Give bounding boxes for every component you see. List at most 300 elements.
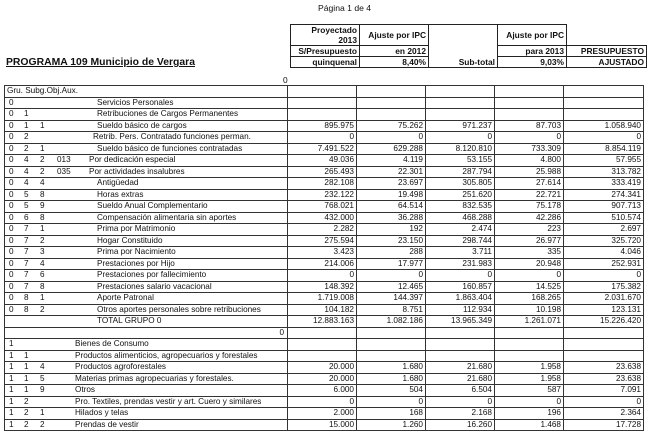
subgroup-code: 8 <box>24 293 29 302</box>
adjusted-budget-cell <box>564 109 644 121</box>
row-description: Prestaciones por Hijo <box>97 258 175 268</box>
adjusted-budget-cell: 4.046 <box>564 247 644 259</box>
subtotal-cell: 6.504 <box>426 385 495 397</box>
label-cell <box>5 109 288 121</box>
ipc-adjust-2012-cell: 288 <box>357 247 426 259</box>
object-code: 4 <box>40 178 45 187</box>
label-cell <box>5 178 288 190</box>
object-code: 2 <box>40 419 45 429</box>
ipc-adjust-2013-cell: 1.958 <box>495 373 564 385</box>
group-code: 0 <box>9 201 14 210</box>
label-cell <box>5 224 288 236</box>
header-cell <box>429 25 498 46</box>
projected-2013-cell: 104.182 <box>288 304 357 316</box>
projected-2013-cell <box>288 327 357 339</box>
subgroup-code: 1 <box>24 385 29 394</box>
ipc-adjust-2012-cell: 17.977 <box>357 258 426 270</box>
subgroup-code: 4 <box>24 178 29 187</box>
header-cell: quinquenal <box>291 57 360 68</box>
row-description: Materias primas agropecuarias y forestales. <box>75 373 234 383</box>
ipc-adjust-2013-cell: 26.977 <box>495 235 564 247</box>
label-cell <box>5 143 288 155</box>
adjusted-budget-cell: 333.419 <box>564 178 644 190</box>
subtotal-cell: 0 <box>426 132 495 144</box>
subgroup-code: 1 <box>24 120 29 130</box>
ipc-adjust-2013-cell <box>495 339 564 351</box>
subtotal-cell: 298.744 <box>426 235 495 247</box>
adjusted-budget-cell: 15.226.420 <box>564 316 644 328</box>
label-cell <box>5 373 288 385</box>
object-code: 1 <box>40 224 45 233</box>
aux-code: 013 <box>57 155 71 164</box>
row-description: Por actividades insalubres <box>89 166 185 176</box>
subtotal-cell <box>426 327 495 339</box>
row-description: Prestaciones por fallecimiento <box>97 270 207 279</box>
table-row <box>5 316 644 328</box>
subtotal-cell: 1.863.404 <box>426 293 495 305</box>
subtotal-cell: 2.474 <box>426 224 495 236</box>
ipc-adjust-2012-cell: 0 <box>357 396 426 408</box>
projected-2013-cell: 20.000 <box>288 373 357 385</box>
projected-2013-cell: 1.719.008 <box>288 293 357 305</box>
projected-2013-cell: 20.000 <box>288 362 357 374</box>
row-description: Bienes de Consumo <box>75 339 149 348</box>
ipc-adjust-2012-cell: 64.514 <box>357 201 426 213</box>
subtotal-cell: 8.120.810 <box>426 143 495 155</box>
label-cell <box>5 281 288 293</box>
row-description: Antigüedad <box>97 178 139 187</box>
header-cell: Proyectado 2013 <box>291 25 360 46</box>
table-row <box>5 109 644 121</box>
group-code: 0 <box>9 224 14 233</box>
table-row <box>5 339 644 351</box>
group-code: 1 <box>9 396 14 406</box>
ipc-adjust-2013-cell: 168.265 <box>495 293 564 305</box>
subgroup-code: 2 <box>24 408 29 417</box>
subgroup-code: 7 <box>24 281 29 291</box>
ipc-adjust-2013-cell: 733.309 <box>495 143 564 155</box>
subgroup-code: 4 <box>24 155 29 164</box>
adjusted-budget-cell: 0 <box>564 270 644 282</box>
table-row <box>5 327 644 339</box>
ipc-adjust-2012-cell: 4.119 <box>357 155 426 167</box>
label-cell <box>5 247 288 259</box>
header-cell: 9,03% <box>498 57 567 68</box>
row-description: Aporte Patronal <box>97 293 154 302</box>
adjusted-budget-cell: 0 <box>564 132 644 144</box>
ipc-adjust-2013-cell: 25.988 <box>495 166 564 178</box>
table-row <box>5 293 644 305</box>
subtotal-cell <box>426 350 495 362</box>
ipc-adjust-2012-cell: 144.397 <box>357 293 426 305</box>
budget-table <box>4 85 644 431</box>
row-description: Sueldo básico de funciones contratadas <box>97 143 243 153</box>
group-code: 0 <box>9 189 14 199</box>
object-code: 8 <box>40 212 45 222</box>
projected-2013-cell: 895.975 <box>288 120 357 132</box>
subtotal-cell: 21.680 <box>426 373 495 385</box>
label-cell <box>5 419 288 431</box>
group-code: 1 <box>9 339 14 348</box>
ipc-adjust-2013-cell: 1.958 <box>495 362 564 374</box>
subgroup-code: 4 <box>24 166 29 176</box>
ipc-adjust-2013-cell: 1.261.071 <box>495 316 564 328</box>
ipc-adjust-2013-cell: 0 <box>495 270 564 282</box>
object-code: 4 <box>40 362 45 371</box>
adjusted-budget-cell: 510.574 <box>564 212 644 224</box>
subgroup-code: 7 <box>24 224 29 233</box>
top-marker: 0 <box>283 75 288 85</box>
object-code: 6 <box>40 270 45 279</box>
adjusted-budget-cell: 274.341 <box>564 189 644 201</box>
subgroup-code: 6 <box>24 212 29 222</box>
group-code: 0 <box>9 258 14 268</box>
subtotal-cell: 305.805 <box>426 178 495 190</box>
row-description: Retrib. Pers. Contratado funciones perman. <box>93 132 251 141</box>
table-row <box>5 304 644 316</box>
header-cell: Ajuste por IPC <box>498 25 567 46</box>
row-description: Hogar Constituido <box>97 235 163 245</box>
table-row <box>5 189 644 201</box>
projected-2013-cell <box>288 97 357 109</box>
subgroup-code: 2 <box>24 143 29 153</box>
subtotal-cell: 160.857 <box>426 281 495 293</box>
group-code: 1 <box>9 408 14 417</box>
object-code: 9 <box>40 201 45 210</box>
projected-2013-cell: 275.594 <box>288 235 357 247</box>
object-code: 1 <box>40 293 45 302</box>
row-description: Por dedicación especial <box>89 155 176 164</box>
ipc-adjust-2013-cell: 22.721 <box>495 189 564 201</box>
subtotal-cell: 468.288 <box>426 212 495 224</box>
label-cell <box>5 212 288 224</box>
ipc-adjust-2012-cell: 8.751 <box>357 304 426 316</box>
subtotal-cell: 53.155 <box>426 155 495 167</box>
projected-2013-cell: 2.000 <box>288 408 357 420</box>
object-code: 5 <box>40 373 45 383</box>
table-row <box>5 373 644 385</box>
header-cell: para 2013 <box>498 46 567 57</box>
adjusted-budget-cell: 0 <box>564 396 644 408</box>
group-code: 0 <box>9 270 14 279</box>
adjusted-budget-cell <box>564 339 644 351</box>
table-row <box>5 419 644 431</box>
label-cell <box>5 166 288 178</box>
adjusted-budget-cell: 313.782 <box>564 166 644 178</box>
subgroup-code: 7 <box>24 270 29 279</box>
ipc-adjust-2013-cell <box>495 327 564 339</box>
subgroup-code: 1 <box>24 362 29 371</box>
table-row <box>5 396 644 408</box>
projected-2013-cell: 49.036 <box>288 155 357 167</box>
table-row <box>5 224 644 236</box>
subtotal-cell: 3.711 <box>426 247 495 259</box>
adjusted-budget-cell: 23.638 <box>564 373 644 385</box>
label-cell <box>5 408 288 420</box>
code-header-cell <box>5 86 288 98</box>
label-cell <box>5 235 288 247</box>
aux-code: 035 <box>57 166 71 176</box>
subtotal-cell: 971.237 <box>426 120 495 132</box>
row-description: Servicios Personales <box>97 97 174 107</box>
ipc-adjust-2013-cell: 0 <box>495 132 564 144</box>
adjusted-budget-cell <box>564 350 644 362</box>
label-cell <box>5 201 288 213</box>
header-cell: 8,40% <box>360 57 429 68</box>
header-cell: PRESUPUESTO <box>567 46 647 57</box>
row-description: Otros <box>75 385 96 394</box>
row-description: Prestaciones salario vacacional <box>97 281 212 291</box>
projected-2013-cell: 232.122 <box>288 189 357 201</box>
ipc-adjust-2012-cell: 19.498 <box>357 189 426 201</box>
program-title: PROGRAMA 109 Municipio de Vergara <box>6 57 195 68</box>
projected-2013-cell <box>288 109 357 121</box>
label-cell <box>5 304 288 316</box>
group-code: 0 <box>9 235 14 245</box>
ipc-adjust-2012-cell: 22.301 <box>357 166 426 178</box>
subtotal-cell: 13.965.349 <box>426 316 495 328</box>
table-row <box>5 258 644 270</box>
table-row <box>5 120 644 132</box>
header-row <box>291 46 647 57</box>
group-code: 1 <box>9 350 14 360</box>
label-cell <box>5 132 288 144</box>
table-row <box>5 408 644 420</box>
label-cell <box>5 362 288 374</box>
ipc-adjust-2013-cell: 10.198 <box>495 304 564 316</box>
adjusted-budget-cell: 17.728 <box>564 419 644 431</box>
adjusted-budget-cell: 7.091 <box>564 385 644 397</box>
subgroup-code: 1 <box>24 350 29 360</box>
adjusted-budget-cell: 175.382 <box>564 281 644 293</box>
table-row <box>5 132 644 144</box>
ipc-adjust-2012-cell: 1.680 <box>357 373 426 385</box>
ipc-adjust-2012-cell: 23.697 <box>357 178 426 190</box>
adjusted-budget-cell: 2.031.670 <box>564 293 644 305</box>
label-cell <box>5 270 288 282</box>
table-row <box>5 178 644 190</box>
projected-2013-cell: 0 <box>288 270 357 282</box>
row-description: Hilados y telas <box>75 408 129 417</box>
ipc-adjust-2013-cell: 42.286 <box>495 212 564 224</box>
object-code: 9 <box>40 385 45 394</box>
object-code: 2 <box>40 155 45 164</box>
table-row <box>5 155 644 167</box>
group-code: 1 <box>9 362 14 371</box>
projected-2013-cell: 265.493 <box>288 166 357 178</box>
table-row <box>5 350 644 362</box>
group-code: 0 <box>9 293 14 302</box>
adjusted-budget-cell <box>564 327 644 339</box>
header-cell: S/Presupuesto <box>291 46 360 57</box>
ipc-adjust-2012-cell: 0 <box>357 132 426 144</box>
ipc-adjust-2012-cell: 36.288 <box>357 212 426 224</box>
object-code: 4 <box>40 258 45 268</box>
adjusted-budget-cell: 907.713 <box>564 201 644 213</box>
group-code: 1 <box>9 373 14 383</box>
label-cell <box>5 385 288 397</box>
label-cell <box>5 327 288 339</box>
adjusted-budget-cell: 23.638 <box>564 362 644 374</box>
ipc-adjust-2013-cell: 75.178 <box>495 201 564 213</box>
group-code: 0 <box>9 109 14 118</box>
subgroup-code: 7 <box>24 235 29 245</box>
adjusted-budget-cell: 123.131 <box>564 304 644 316</box>
projected-2013-cell: 2.282 <box>288 224 357 236</box>
label-cell <box>5 339 288 351</box>
ipc-adjust-2012-cell: 168 <box>357 408 426 420</box>
projected-2013-cell <box>288 339 357 351</box>
label-cell <box>5 350 288 362</box>
label-cell <box>5 189 288 201</box>
subtotal-cell: 21.680 <box>426 362 495 374</box>
object-code: 1 <box>40 120 45 130</box>
projected-2013-cell: 432.000 <box>288 212 357 224</box>
object-code: 2 <box>40 166 45 176</box>
projected-2013-cell: 0 <box>288 132 357 144</box>
header-spacer-cell <box>357 86 426 98</box>
group-code: 0 <box>9 120 14 130</box>
row-description: TOTAL GRUPO 0 <box>97 316 162 325</box>
subgroup-code: 1 <box>24 109 29 118</box>
header-row <box>291 57 647 68</box>
subtotal-cell <box>426 109 495 121</box>
header-cell <box>567 25 647 46</box>
subtotal-cell: 16.260 <box>426 419 495 431</box>
row-description: Sueldo básico de cargos <box>97 120 187 130</box>
table-row <box>5 235 644 247</box>
subgroup-code: 5 <box>24 201 29 210</box>
subgroup-code: 1 <box>24 373 29 383</box>
ipc-adjust-2013-cell: 14.525 <box>495 281 564 293</box>
row-description: Productos agroforestales <box>75 362 167 371</box>
code-header-label: Gru. Subg.Obj.Aux. <box>7 86 78 95</box>
ipc-adjust-2012-cell: 1.260 <box>357 419 426 431</box>
label-cell <box>5 293 288 305</box>
row-description: Sueldo Anual Complementario <box>97 201 208 210</box>
row-description: Prima por Matrimonio <box>97 224 176 233</box>
ipc-adjust-2013-cell <box>495 350 564 362</box>
ipc-adjust-2013-cell: 27.614 <box>495 178 564 190</box>
header-row <box>291 25 647 46</box>
subtotal-cell: 112.934 <box>426 304 495 316</box>
table-row <box>5 362 644 374</box>
projected-2013-cell: 3.423 <box>288 247 357 259</box>
table-row <box>5 281 644 293</box>
row-description: Prendas de vestir <box>75 419 139 429</box>
object-code: 1 <box>40 143 45 153</box>
group-code: 1 <box>9 385 14 394</box>
ipc-adjust-2012-cell <box>357 327 426 339</box>
header-spacer-cell <box>426 86 495 98</box>
ipc-adjust-2013-cell: 0 <box>495 396 564 408</box>
adjusted-budget-cell: 2.364 <box>564 408 644 420</box>
projected-2013-cell: 148.392 <box>288 281 357 293</box>
subgroup-code: 2 <box>24 419 29 429</box>
group-code: 0 <box>9 178 14 187</box>
ipc-adjust-2012-cell: 1.082.186 <box>357 316 426 328</box>
group-code: 0 <box>9 166 14 176</box>
object-code: 1 <box>40 408 45 417</box>
ipc-adjust-2012-cell <box>357 339 426 351</box>
projected-2013-cell: 15.000 <box>288 419 357 431</box>
row-description: Productos alimenticios, agropecuarios y forestales <box>75 350 258 360</box>
header-cell <box>429 46 498 57</box>
projected-2013-cell: 768.021 <box>288 201 357 213</box>
projected-2013-cell: 6.000 <box>288 385 357 397</box>
object-code: 2 <box>40 235 45 245</box>
ipc-adjust-2012-cell: 1.680 <box>357 362 426 374</box>
row-description: Horas extras <box>97 189 144 199</box>
subgroup-code: 7 <box>24 258 29 268</box>
adjusted-budget-cell: 57.955 <box>564 155 644 167</box>
group-code: 0 <box>9 281 14 291</box>
header-spacer-cell <box>564 86 644 98</box>
header-spacer-cell <box>495 86 564 98</box>
adjusted-budget-cell: 2.697 <box>564 224 644 236</box>
subtotal-cell: 287.794 <box>426 166 495 178</box>
projected-2013-cell: 7.491.522 <box>288 143 357 155</box>
ipc-adjust-2012-cell: 12.465 <box>357 281 426 293</box>
subgroup-code: 5 <box>24 189 29 199</box>
subgroup-code: 2 <box>24 396 29 406</box>
subgroup-code: 8 <box>24 304 29 314</box>
projected-2013-cell: 12.883.163 <box>288 316 357 328</box>
ipc-adjust-2013-cell: 335 <box>495 247 564 259</box>
row-marker: 0 <box>279 327 284 337</box>
ipc-adjust-2012-cell: 75.262 <box>357 120 426 132</box>
group-code: 0 <box>9 155 14 164</box>
label-cell <box>5 258 288 270</box>
projected-2013-cell <box>288 350 357 362</box>
column-header-table <box>290 24 647 68</box>
object-code: 8 <box>40 281 45 291</box>
subtotal-cell: 832.535 <box>426 201 495 213</box>
table-row <box>5 201 644 213</box>
header-cell: en 2012 <box>360 46 429 57</box>
group-code: 0 <box>9 97 14 107</box>
label-cell <box>5 97 288 109</box>
row-description: Pro. Textiles, prendas vestir y art. Cuero y similares <box>75 396 262 406</box>
group-code: 0 <box>9 143 14 153</box>
code-header-row <box>5 86 644 98</box>
subtotal-cell: 231.983 <box>426 258 495 270</box>
subtotal-cell: 251.620 <box>426 189 495 201</box>
subtotal-cell: 0 <box>426 396 495 408</box>
ipc-adjust-2013-cell: 4.800 <box>495 155 564 167</box>
ipc-adjust-2013-cell: 87.703 <box>495 120 564 132</box>
ipc-adjust-2012-cell: 192 <box>357 224 426 236</box>
table-row <box>5 385 644 397</box>
projected-2013-cell: 214.006 <box>288 258 357 270</box>
table-row <box>5 212 644 224</box>
group-code: 0 <box>9 247 14 256</box>
subtotal-cell <box>426 97 495 109</box>
table-row <box>5 166 644 178</box>
subtotal-cell: 2.168 <box>426 408 495 420</box>
ipc-adjust-2012-cell: 0 <box>357 270 426 282</box>
group-code: 1 <box>9 419 14 429</box>
ipc-adjust-2012-cell <box>357 97 426 109</box>
ipc-adjust-2012-cell: 23.150 <box>357 235 426 247</box>
label-cell <box>5 316 288 328</box>
header-cell: AJUSTADO <box>567 57 647 68</box>
table-row <box>5 143 644 155</box>
table-row <box>5 270 644 282</box>
subtotal-cell: 0 <box>426 270 495 282</box>
subtotal-cell <box>426 339 495 351</box>
ipc-adjust-2012-cell: 629.288 <box>357 143 426 155</box>
